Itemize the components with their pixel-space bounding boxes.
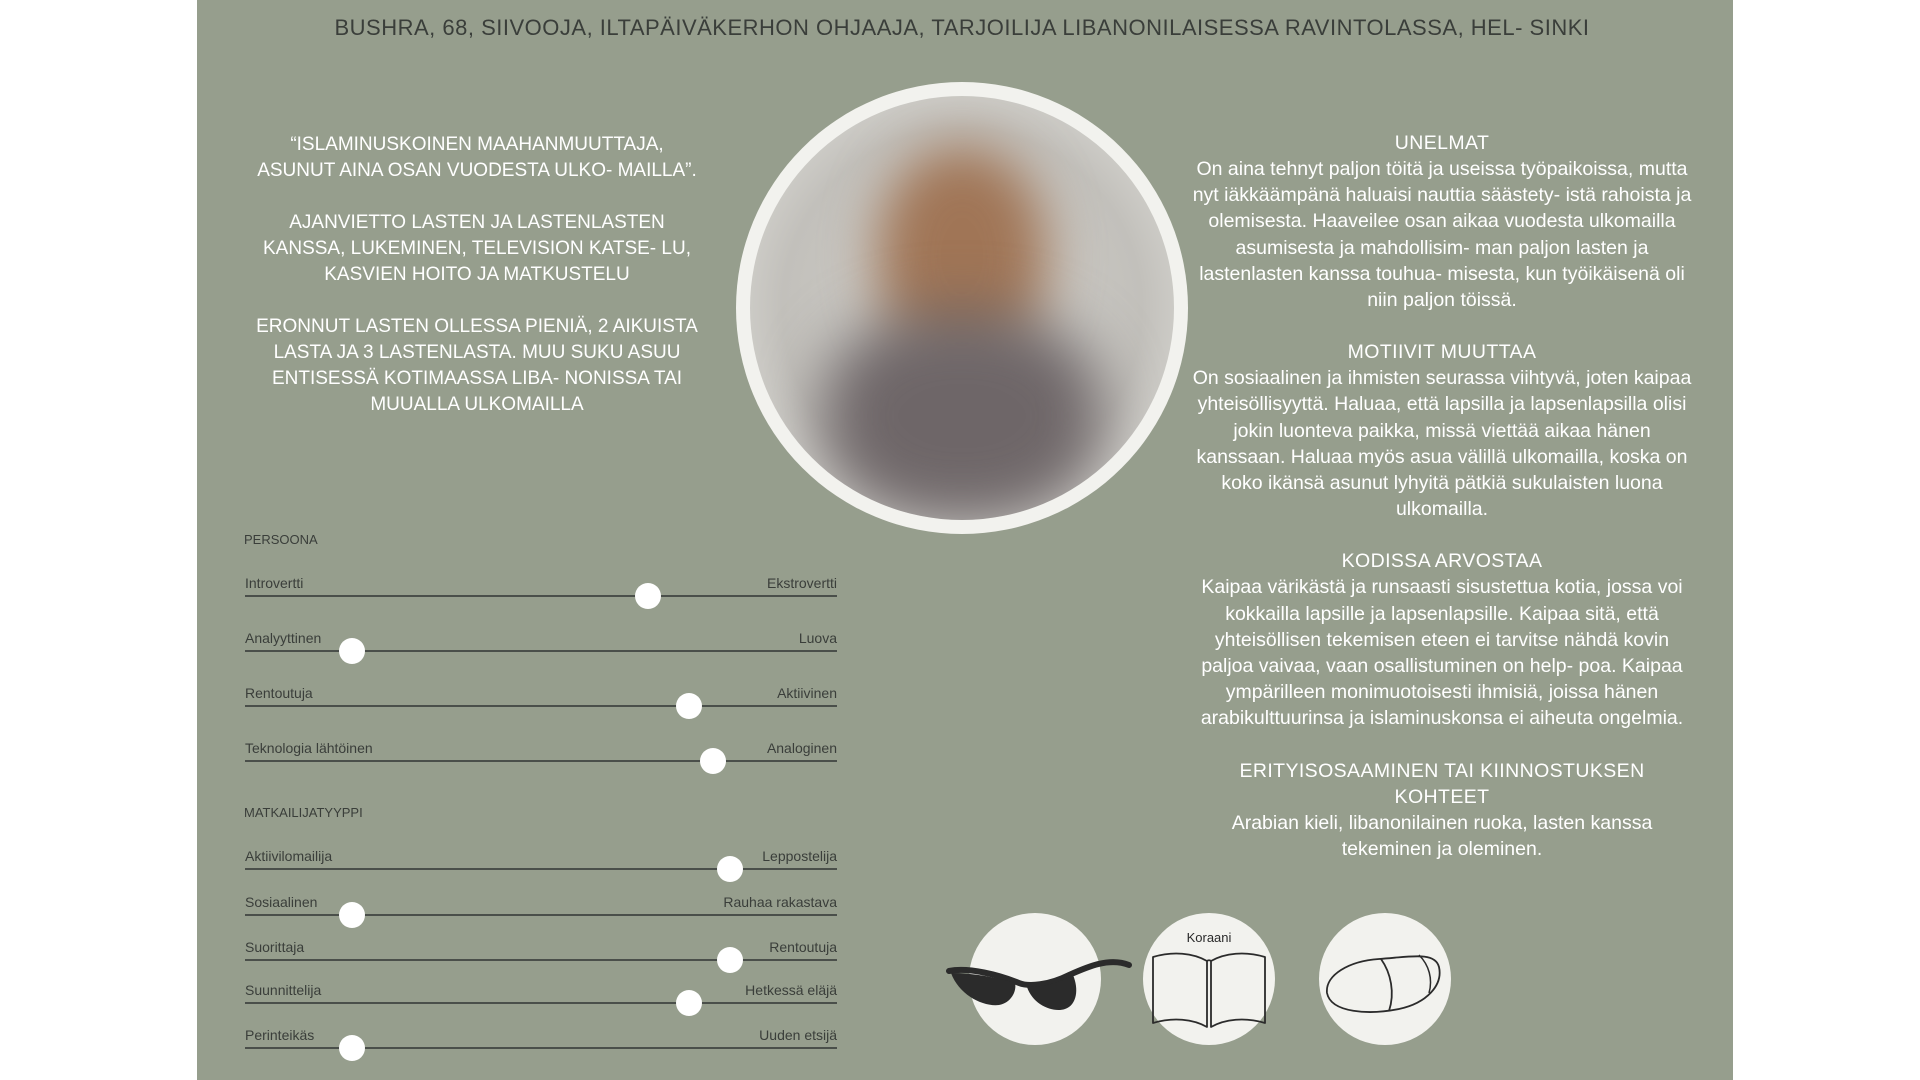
slider-left-label: Perinteikäs xyxy=(245,1027,315,1043)
persona-slider-0[interactable] xyxy=(245,575,837,603)
slider-left-label: Aktiivilomailija xyxy=(245,848,333,864)
slider-knob[interactable] xyxy=(676,990,702,1016)
slider-right-label: Aktiivinen xyxy=(777,685,837,701)
slider-left-label: Analyyttinen xyxy=(245,630,322,646)
slider-left-label: Suorittaja xyxy=(245,939,305,955)
travel-slider-3[interactable] xyxy=(245,982,837,1010)
slider-left-label: Introvertti xyxy=(245,575,304,591)
home-values-heading: KODISSA ARVOSTAA xyxy=(1341,550,1543,573)
persona-slider-1[interactable] xyxy=(245,630,837,658)
slider-right-label: Analoginen xyxy=(766,740,837,756)
persona-slider-3[interactable] xyxy=(245,740,837,768)
travel-slider-4[interactable] xyxy=(245,1027,837,1055)
interests-text: Arabian kieli, libanonilainen ruoka, lasten kanssa tekeminen ja oleminen. xyxy=(1231,811,1653,860)
slider-track xyxy=(245,705,837,707)
travel-slider-0[interactable] xyxy=(245,848,837,876)
family-text: ERONNUT LASTEN OLLESSA PIENIÄ, 2 AIKUISTA LASTA JA 3 LASTENLASTA. MUU SUKU ASUU ENTISESSÄ KOTIMAASSA LIBA- NONISSA TAI MUUALLA ULKOMAILLA xyxy=(256,316,698,415)
background-info xyxy=(252,132,702,444)
slider-knob[interactable] xyxy=(339,902,365,928)
slider-right-label: Hetkessä eläjä xyxy=(745,982,837,998)
hobbies-text: AJANVIETTO LASTEN JA LASTENLASTEN KANSSA, LUKEMINEN, TELEVISION KATSE- LU, KASVIEN HOITO JA MATKUSTELU xyxy=(263,212,691,285)
slider-knob[interactable] xyxy=(717,856,743,882)
persona-slider-2[interactable] xyxy=(245,685,837,713)
persona-panel xyxy=(197,0,1733,1080)
slider-track xyxy=(245,1002,837,1004)
motives-heading: MOTIIVIT MUUTTAA xyxy=(1347,341,1537,364)
slider-track xyxy=(245,868,837,870)
slider-left-label: Rentoutuja xyxy=(245,685,313,701)
slider-track xyxy=(245,1047,837,1049)
home-values-text: Kaipaa värikästä ja runsaasti sisustettua kotia, jossa voi kokkailla lapsille ja lapsenlapsille. Kaipaa sitä, että yhteisöllisen tekemisen eteen ei tarvitse nähdä kovin paljoa vaivaa, vaan osallistuminen on help- poa. Kaipaa ympärilleen monimuotoisesti ihmisiä, joissa hänen arabikulttuurinsa ja islaminuskonsa ei aiheuta ongelmia. xyxy=(1200,576,1684,730)
book-label: Koraani xyxy=(1186,930,1232,945)
portrait-frame xyxy=(736,82,1188,534)
motives-text: On sosiaalinen ja ihmisten seurassa viihtyvä, joten kaipaa yhteisöllisyyttä. Haluaa, että lapsilla ja lapsenlapsilla olisi jokin luonteva paikka, missä viettää aikaa hänen kanssaan. Haluaa myös asua välillä ulkomailla, koska on koko ikänsä asunut lyhyitä pätkiä sukulaisten luona ulkomailla. xyxy=(1192,367,1692,521)
slider-track xyxy=(245,959,837,961)
slider-knob[interactable] xyxy=(717,947,743,973)
slider-right-label: Uuden etsijä xyxy=(759,1027,837,1043)
slider-right-label: Rentoutuja xyxy=(769,939,837,955)
slider-track xyxy=(245,595,837,597)
portrait-photo xyxy=(750,96,1174,520)
slider-right-label: Rauhaa rakastava xyxy=(723,894,837,910)
slider-knob[interactable] xyxy=(676,693,702,719)
slider-knob[interactable] xyxy=(700,748,726,774)
slipper-icon xyxy=(1319,913,1451,1045)
dreams-text: On aina tehnyt paljon töitä ja useissa työpaikoissa, mutta nyt iäkkäämpänä haluaisi nauttia säästety- istä rahoista ja olemisesta. Haaveilee osan aikaa vuodesta ulkomailla asumisesta ja mahdollisim- man paljon lasten ja lastenlasten kanssa touhua- misesta, kun työikäisenä oli niin paljon töissä. xyxy=(1192,158,1692,312)
slider-left-label: Teknologia lähtöinen xyxy=(245,740,373,756)
slider-left-label: Sosiaalinen xyxy=(245,894,318,910)
travel-slider-2[interactable] xyxy=(245,939,837,967)
book-icon xyxy=(1143,913,1275,1045)
slider-track xyxy=(245,650,837,652)
persona-details xyxy=(1192,130,1692,888)
slider-track xyxy=(245,914,837,916)
travel-slider-1[interactable] xyxy=(245,894,837,922)
slider-track xyxy=(245,760,837,762)
slider-knob[interactable] xyxy=(339,1035,365,1061)
slider-left-label: Suunnittelija xyxy=(245,982,322,998)
slider-right-label: Ekstrovertti xyxy=(766,575,837,591)
background-quote: “ISLAMINUSKOINEN MAAHANMUUTTAJA, ASUNUT AINA OSAN VUODESTA ULKO- MAILLA”. xyxy=(257,134,697,181)
sunglasses-icon xyxy=(969,913,1101,1045)
persona-label: PERSOONA xyxy=(244,532,318,547)
travel-label: MATKAILIJATYYPPI xyxy=(244,805,363,820)
dreams-heading: UNELMAT xyxy=(1394,132,1490,154)
interests-heading: ERITYISOSAAMINEN TAI KIINNOSTUKSEN KOHTEET xyxy=(1239,759,1645,808)
slider-right-label: Luova xyxy=(798,630,837,646)
slider-knob[interactable] xyxy=(635,583,661,609)
page-title: BUSHRA, 68, SIIVOOJA, ILTAPÄIVÄKERHON OHJAAJA, TARJOILIJA LIBANONILAISESSA RAVINTOLASSA, HEL- SINKI xyxy=(334,15,1590,40)
slider-right-label: Leppostelija xyxy=(762,848,837,864)
slider-knob[interactable] xyxy=(339,638,365,664)
